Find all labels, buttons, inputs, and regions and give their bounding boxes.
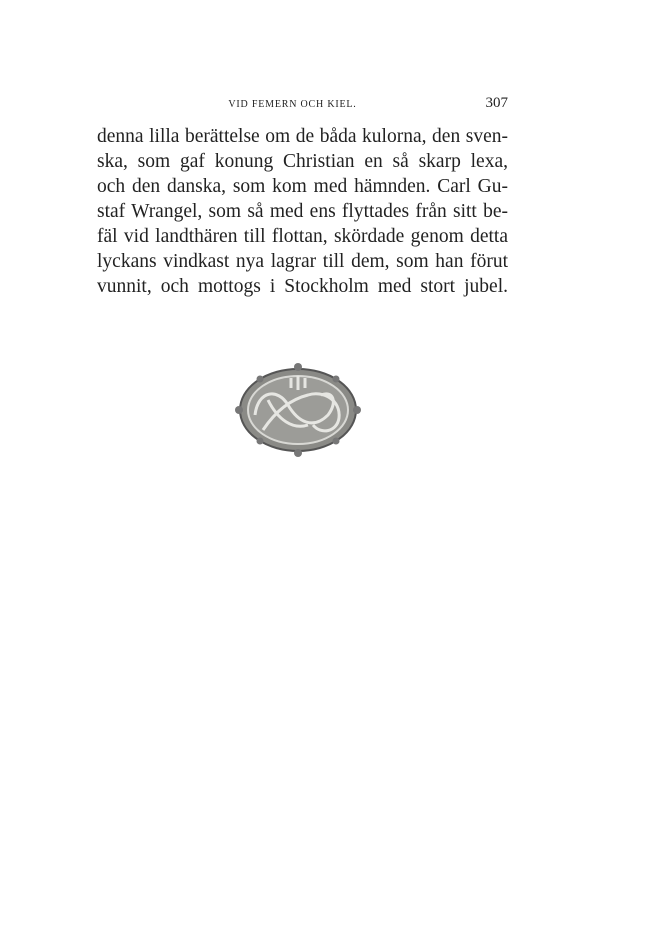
running-title: VID FEMERN OCH KIEL. [228,99,357,110]
text-line: denna lilla berättelse om de båda kulorna, den sven- [97,126,508,147]
text-line: staf Wrangel, som så med ens flyttades från sitt be- [97,201,508,222]
text-line: ska, som gaf konung Christian en så skarp lexa, [97,151,508,172]
page-header [97,95,508,113]
ornament-brooch-icon [233,360,363,460]
text-line: lyckans vindkast nya lagrar till dem, som han förut [97,251,508,272]
page-number: 307 [485,95,508,111]
text-line: och den danska, som kom med hämnden. Carl Gu- [97,176,508,197]
body-text [97,124,508,299]
text-line: fäl vid landthären till flottan, skördade genom detta [97,226,508,247]
text-line: vunnit, och mottogs i Stockholm med stort jubel. [97,276,508,297]
